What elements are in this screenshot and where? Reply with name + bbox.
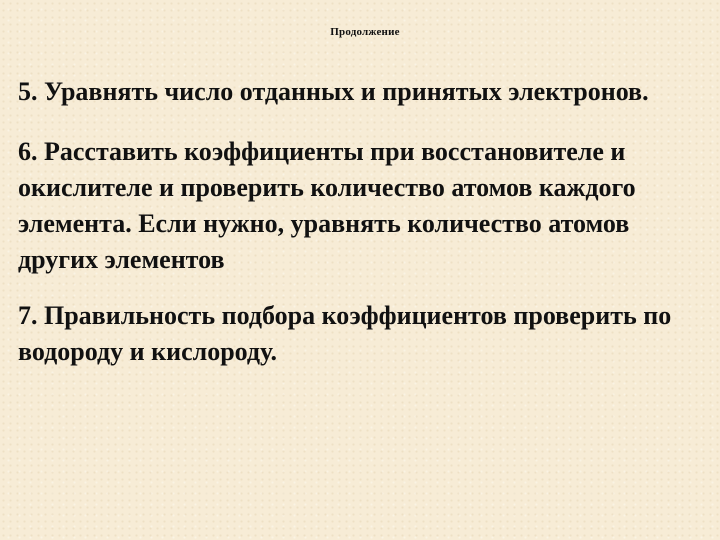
- step-5-text: 5. Уравнять число отданных и принятых электронов.: [18, 77, 649, 106]
- step-7-text: 7. Правильность подбора коэффициентов проверить по водороду и кислороду.: [18, 301, 672, 366]
- step-6-text: 6. Расставить коэффициенты при восстановителе и окислителе и проверить количество атомов каждого элемента. Если нужно, уравнять количество атомов других элементов: [18, 137, 636, 274]
- slide-header: Продолжение: [330, 26, 400, 38]
- steps-list: [18, 74, 708, 390]
